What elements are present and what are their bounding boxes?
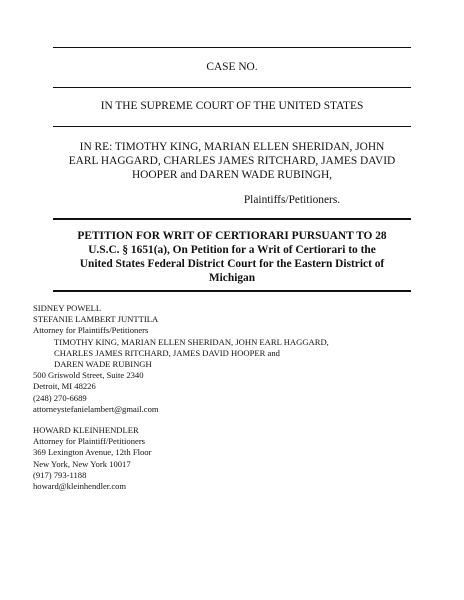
street-address: 369 Lexington Avenue, 12th Floor — [33, 447, 152, 458]
rule-after-petition-title — [53, 290, 411, 292]
parties-caption — [53, 140, 411, 182]
email-address: attorneystefanielambert@gmail.com — [33, 403, 159, 414]
court-name: IN THE SUPREME COURT OF THE UNITED STATES — [100, 100, 364, 112]
phone-number: (917) 793-1188 — [33, 469, 87, 480]
case-number: CASE NO. — [206, 61, 258, 73]
petition-title — [53, 229, 411, 285]
attorney-name: SIDNEY POWELL — [33, 303, 102, 313]
rule-after-case-number — [53, 87, 411, 88]
client-line: TIMOTHY KING, MARIAN ELLEN SHERIDAN, JOHN EARL HAGGARD, — [54, 336, 329, 347]
parties-line: EARL HAGGARD, CHARLES JAMES RITCHARD, JAMES DAVID — [68, 155, 396, 167]
top-rule — [53, 47, 411, 48]
attorney-name: HOWARD KLEINHENDLER — [33, 425, 139, 435]
counsel-block-1 — [33, 303, 433, 415]
counsel-block-2 — [33, 425, 433, 492]
street-address: 500 Griswold Street, Suite 2340 — [33, 370, 144, 381]
city-state-zip: Detroit, MI 48226 — [33, 381, 96, 392]
attorney-role: Attorney for Plaintiffs/Petitioners — [33, 325, 149, 336]
email-address: howard@kleinhendler.com — [33, 481, 127, 492]
city-state-zip: New York, New York 10017 — [33, 458, 131, 469]
attorney-name: STEFANIE LAMBERT JUNTTILA — [33, 314, 159, 325]
party-role: Plaintiffs/Petitioners. — [243, 194, 341, 206]
rule-after-court — [53, 126, 411, 127]
attorney-role: Attorney for Plaintiff/Petitioners — [33, 436, 146, 447]
parties-line: IN RE: TIMOTHY KING, MARIAN ELLEN SHERIDAN, JOHN — [79, 141, 385, 153]
petition-title-line: PETITION FOR WRIT OF CERTIORARI PURSUANT TO 28 — [77, 230, 387, 242]
client-line: CHARLES JAMES RITCHARD, JAMES DAVID HOOPER and — [54, 347, 280, 358]
phone-number: (248) 270-6689 — [33, 392, 87, 403]
petition-title-line: United States Federal District Court for the Eastern District of — [79, 258, 385, 270]
client-line: DAREN WADE RUBINGH — [54, 359, 152, 370]
parties-line: HOOPER and DAREN WADE RUBINGH, — [131, 169, 333, 181]
petition-title-line: U.S.C. § 1651(a), On Petition for a Writ of Certiorari to the — [88, 244, 376, 256]
rule-before-petition-title — [53, 218, 411, 220]
petition-title-line: Michigan — [208, 272, 256, 284]
